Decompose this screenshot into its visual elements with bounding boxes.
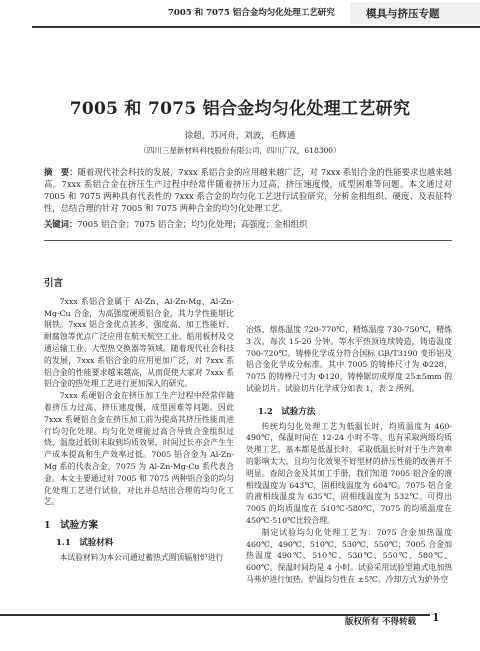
column-tag <box>350 2 480 24</box>
methods-paragraph-1: 传统均匀化处理工艺为低温长时，均质温度为 460-490℃，保温时间在 12-24 小时不等。也有采取两级均质处理工艺，基本都是低温长时。采取低温长时对于生产效率的影响太大，且均匀化效果不好型材的挤压性能的改善并不明显。查阅合金及其加工手册，我们知道 7005 铝合金的液相线温度为 643℃，固相线温度为 604℃。7075 铝合金的液相线温度为 635℃，固相线温度为 532℃。可得出 7005 的均质温度在 510℃-580℃，7075 的均质温度在 450℃-510℃比较合理。 <box>246 421 452 525</box>
right-column <box>246 262 452 586</box>
paper-affiliation: （四川三星新材料科技股份有限公司，四川广汉，618300） <box>139 146 341 155</box>
materials-paragraph: 本试验材料为本公司通过蓄热式圆顶辐射炉进行 <box>59 552 224 562</box>
paper-authors: 徐超，苏河舟，刘波，毛辉通 <box>184 131 296 141</box>
abstract-label: 摘 要： <box>44 167 78 177</box>
header-rule <box>32 26 480 28</box>
section-1-2-heading: 1.2 试验方法 <box>258 406 316 417</box>
methods-paragraph-2: 制定试验均匀化处理工艺为：7075 合金加热温度 460℃、490℃、510℃、530℃、550℃；7005 合金加热温度 490℃、510℃、530℃、550℃、580℃、600℃。保温时间均是 4 小时。试验采用试验型箱式电加热马弗炉进行加热。炉温均匀性在 ±5℃。冷却方式为炉外空 <box>246 527 452 584</box>
page-number: 1 <box>432 611 440 624</box>
keywords <box>44 218 452 230</box>
intro-paragraph-2: 7xxx 系硬铝合金在挤压加工生产过程中经常伴随着挤压力过高，挤压速度慢，成型困难等问题。因此 7xxx 系硬铝合金在挤压加工前为提高其挤压性能而进行均匀化处理。均匀化处理能过高合导致合金组织过烧，温度过低则未取到均质效果，时间过长亦会产生生产成本提高和生产效率过低。7005 铝合金为 Al-Zn-Mg 系的代表合金，7075 为 Al-Zn-Mg-Cu 系代表合金。本文主要通过对 7005 和 7075 两种铝合金的均匀化处理工艺进行试验，对比并总结出合理的均匀化工艺。 <box>44 391 234 507</box>
column-name: 模具与挤压专题 <box>366 8 440 20</box>
abstract <box>44 166 452 214</box>
abstract-rule <box>44 240 452 241</box>
section-1-heading: 1 试验方案 <box>44 520 99 532</box>
section-intro-heading: 引言 <box>44 278 64 289</box>
left-column <box>44 262 234 564</box>
section-1-1-heading: 1.1 试验材料 <box>56 537 114 548</box>
keywords-label: 关键词： <box>44 219 78 229</box>
materials-continued: 冶炼，熔炼温度 720-770℃，精炼温度 730-750℃，精炼 3 次，每次 15-20 分钟。等水平热顶连续铸造，铸造温度 700-720℃。铸棒化学成分符合国标 GB/T3190 变形铝及铝合金化学成分标准。其中 7005 的铸棒尺寸为 Φ228，7075 的铸棒尺寸为 Φ120，铸棒锯切成厚度 25±5mm 的试验切片。试验切片化学成分如表 1，表 2 所列。 <box>246 325 452 393</box>
running-title: 7005 和 7075 铝合金均匀化处理工艺研究 <box>168 8 335 18</box>
intro-paragraph-1: 7xxx 系铝合金属于 Al-Zn、Al-Zn-Mg、Al-Zn-Mg-Cu 合金，为高强度硬质铝合金，其力学性能堪比钢铁。7xxx 铝合金优点甚多，强度高、加工性能好、耐腐蚀等优点广泛应用在航天航空工业、船用板材及交通运输工业、大型热交换器等领域。随着现代社会科技的发展，7xxx 系铝合金的应用更加广泛，对 7xxx 系铝合金的性能要求越来越高，从而促使大家对 7xxx 系铝合金的热处理工艺进行更加深入的研究。 <box>44 296 234 389</box>
running-header <box>0 0 480 44</box>
keywords-text: 7005 铝合金；7075 铝合金；均匀化处理；高强度；金相组织 <box>77 219 308 229</box>
footer-copyright: 版权所有 不得转载 <box>345 617 416 627</box>
abstract-text: 随着现代社会科技的发展，7xxx 系铝合金的应用越来越广泛，对 7xxx 系铝合金的性能要求也越来越高。7xxx 系铝合金在挤压生产过程中经常伴随着挤压力过高，挤压速度慢，成型困难等问题。本文通过对 7005 和 7075 两种具有代表性的 7xxx 系合金的均匀化工艺进行试验研究，分析金相组织、硬度、及表征特性，总结合理的针对 7005 和 7075 两种合金的均匀化处理工艺。 <box>44 167 452 213</box>
paper-title: 7005 和 7075 铝合金均匀化处理工艺研究 <box>69 99 411 119</box>
